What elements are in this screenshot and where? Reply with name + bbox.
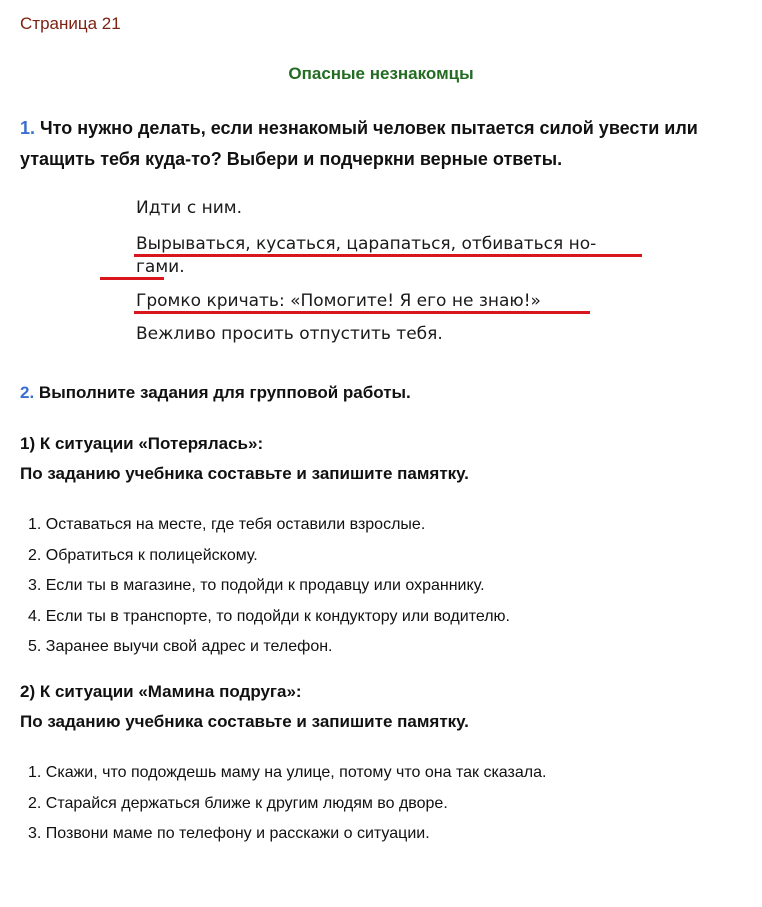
page-label: Страница 21 — [20, 14, 121, 33]
answer-scan-image — [96, 188, 666, 353]
question-1-text: Что нужно делать, если незнакомый человек пытается силой увести или утащить тебя куда-то? Выбери и подчеркни верные ответы. — [20, 118, 698, 169]
situation-2-task: По заданию учебника составьте и запишите памятку. — [20, 712, 469, 731]
list-item: 1. Оставаться на месте, где тебя оставили взрослые. — [28, 516, 426, 533]
question-2-text: Выполните задания для групповой работы. — [38, 383, 411, 402]
situation-2-block — [20, 677, 469, 737]
page-title: Опасные незнакомцы — [288, 64, 474, 83]
underline-option-2-b — [100, 277, 164, 280]
list-item: 3. Если ты в магазине, то подойди к продавцу или охраннику. — [28, 577, 485, 594]
underline-option-2-a — [134, 254, 642, 257]
answer-option-1: Идти с ним. — [136, 198, 242, 218]
list-item: 1. Скажи, что подождешь маму на улице, потому что она так сказала. — [28, 764, 547, 781]
situation-1-task: По заданию учебника составьте и запишите памятку. — [20, 464, 469, 483]
list-item: 4. Если ты в транспорте, то подойди к кондуктору или водителю. — [28, 607, 510, 625]
situation-1-heading: 1) К ситуации «Потерялась»: — [20, 434, 264, 453]
situation-2-heading: 2) К ситуации «Мамина подруга»: — [20, 682, 302, 701]
underline-option-3 — [134, 311, 590, 314]
list-item: 3. Позвони маме по телефону и расскажи о ситуации. — [28, 825, 430, 842]
list-item: 5. Заранее выучи свой адрес и телефон. — [28, 638, 333, 655]
situation-1-block — [20, 429, 469, 489]
list-item: 2. Обратиться к полицейскому. — [28, 546, 258, 564]
question-1 — [20, 113, 750, 175]
list-item: 2. Старайся держаться ближе к другим людям во дворе. — [28, 794, 448, 812]
question-1-number: 1. — [20, 118, 36, 138]
answer-option-2: Вырываться, кусаться, царапаться, отбиваться но- — [136, 234, 597, 254]
situation-2-memo-list — [28, 758, 546, 850]
answer-option-3: Громко кричать: «Помогите! Я его не знаю!» — [136, 291, 541, 311]
answer-option-4: Вежливо просить отпустить тебя. — [136, 324, 443, 344]
situation-1-memo-list — [28, 510, 510, 663]
question-2 — [20, 383, 411, 403]
answer-option-2-continued: гами. — [136, 257, 185, 277]
question-2-number: 2. — [20, 383, 35, 402]
